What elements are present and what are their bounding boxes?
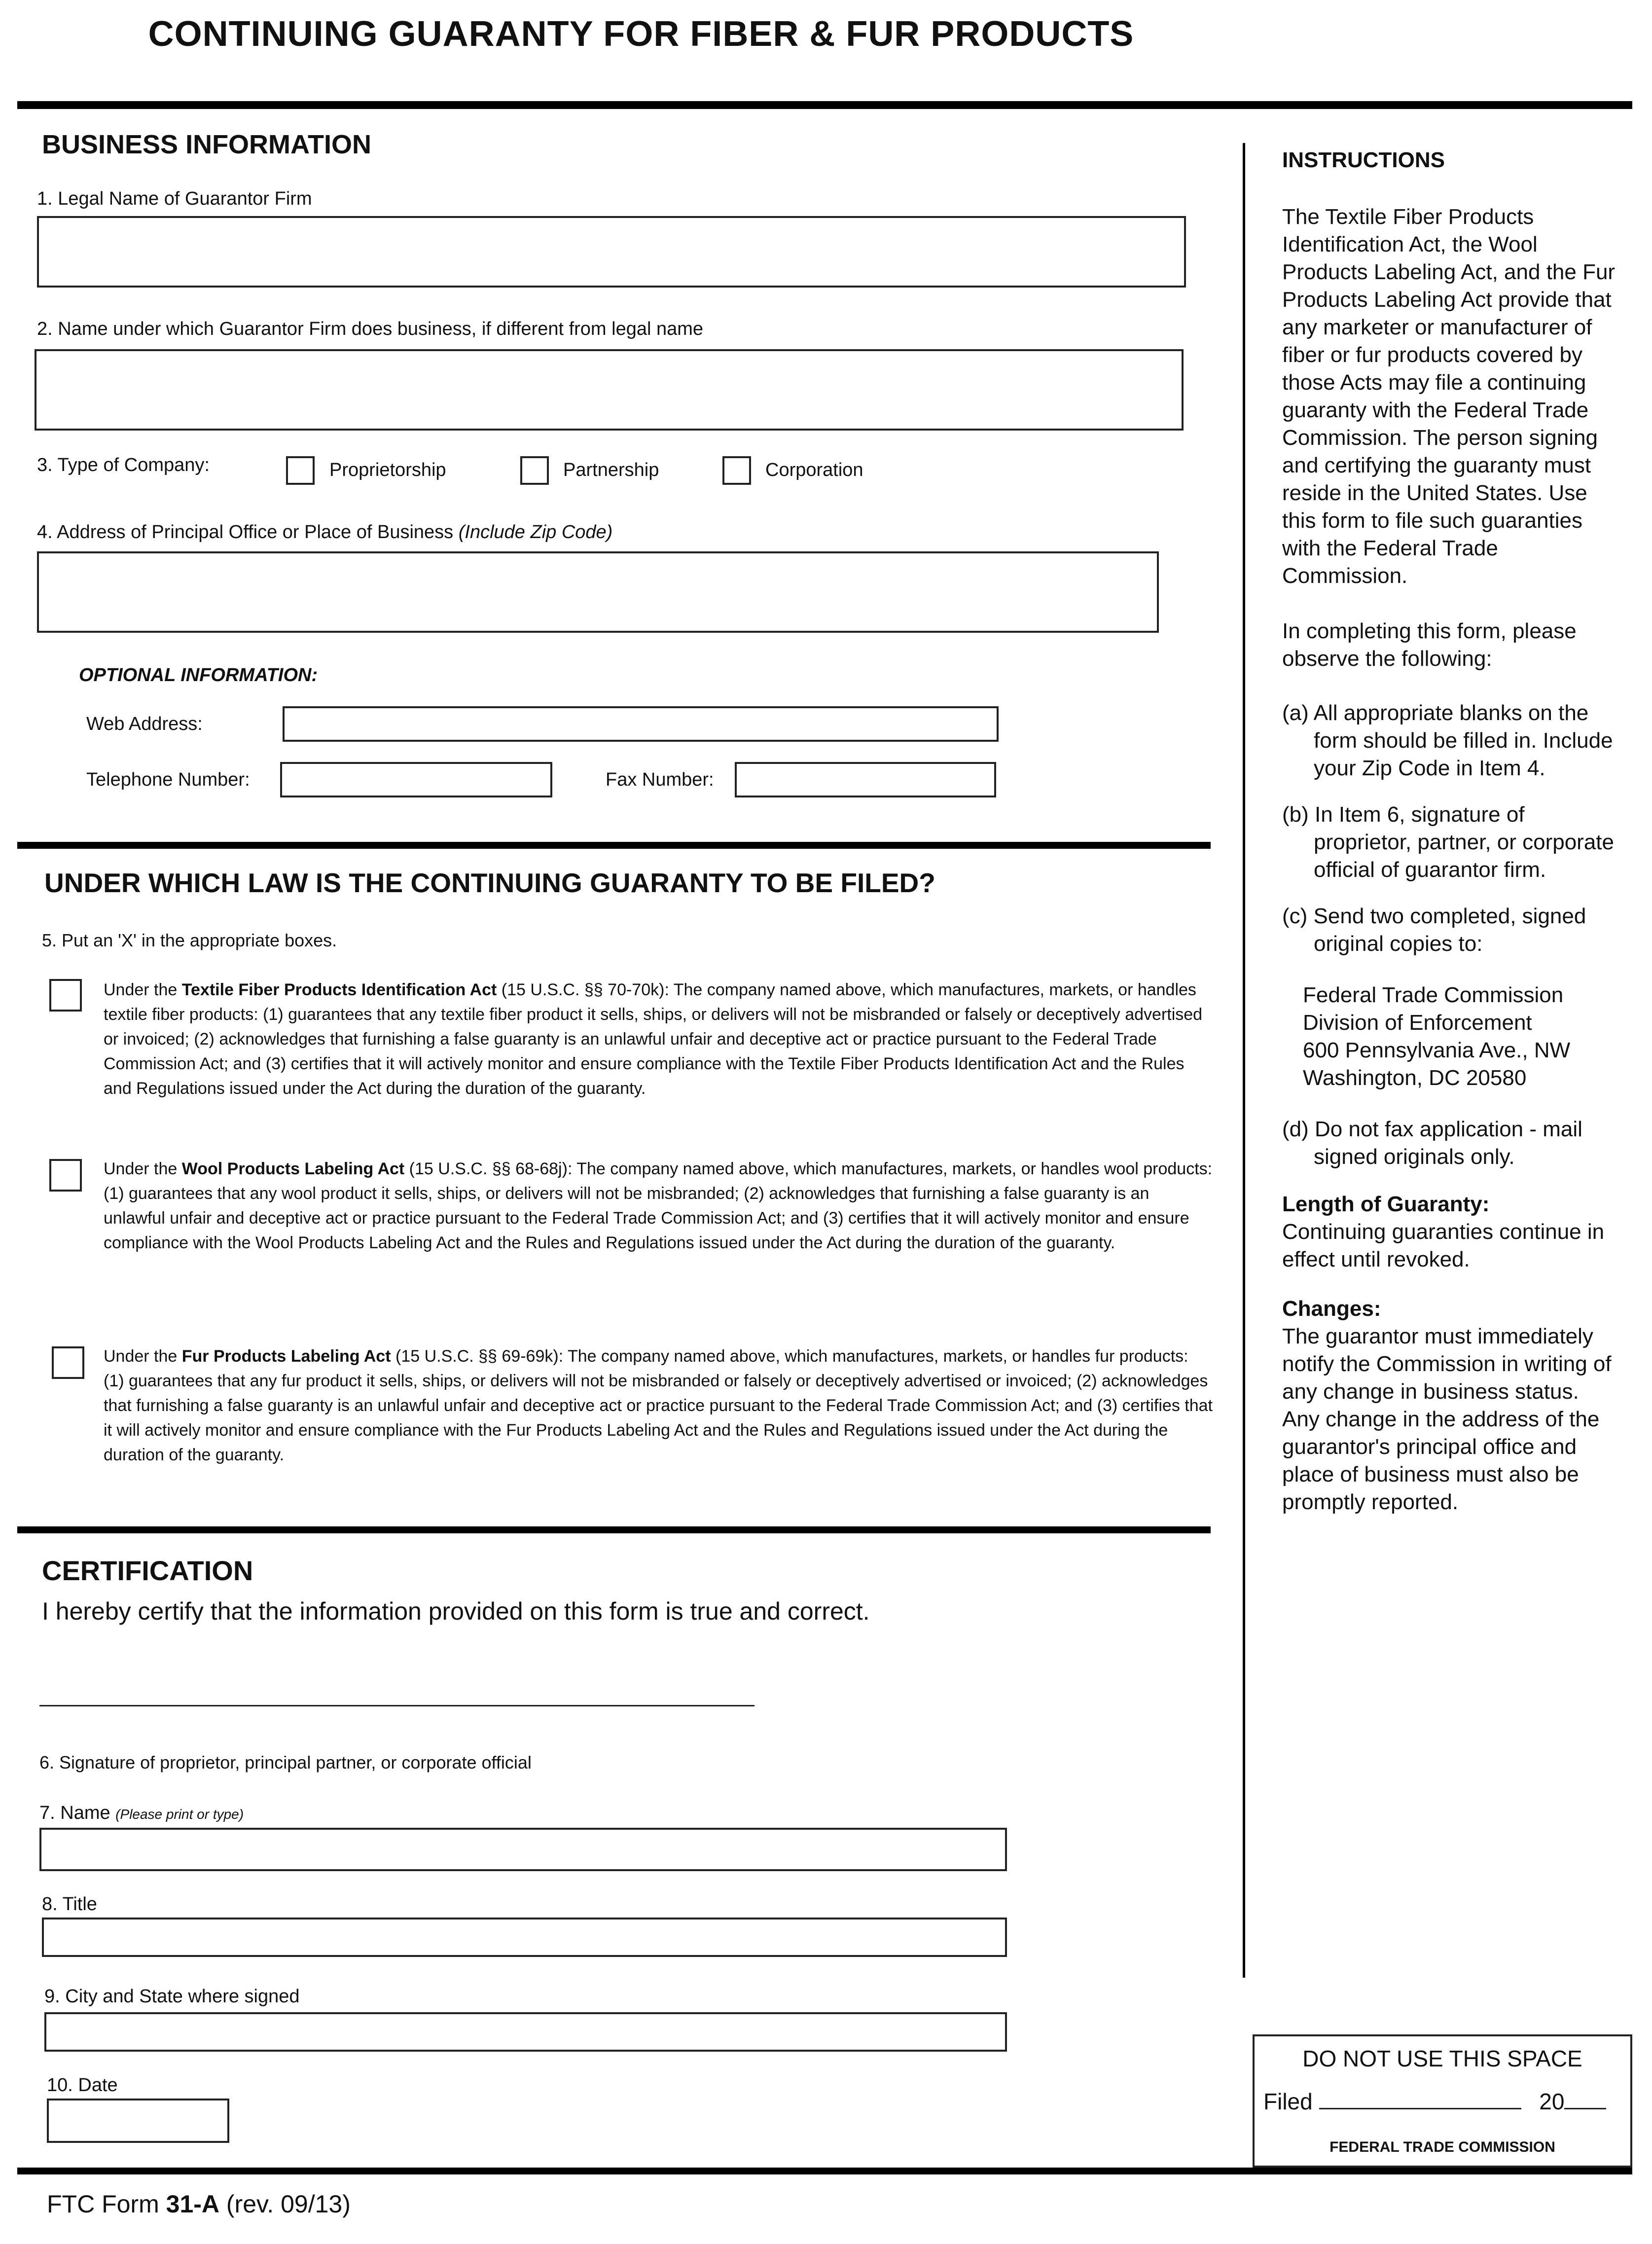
title-input[interactable] xyxy=(42,1918,1007,1957)
field7-label-text: 7. Name xyxy=(39,1803,110,1823)
fur-act-text xyxy=(104,1344,1213,1467)
fax-label: Fax Number: xyxy=(606,769,714,790)
textile-act-prefix: Under the xyxy=(104,980,182,999)
changes-heading: Changes: xyxy=(1282,1297,1381,1321)
field6-label: 6. Signature of proprietor, principal partner, or corporate official xyxy=(39,1752,532,1773)
business-heading: BUSINESS INFORMATION xyxy=(42,130,372,159)
name-input[interactable] xyxy=(39,1828,1007,1871)
filed-label: Filed xyxy=(1263,2089,1313,2114)
address-input[interactable] xyxy=(37,551,1159,633)
textile-act-body: (15 U.S.C. §§ 70-70k): The company named above, which manufactures, markets, or handles textile fiber products: (1) guarantees that any textile fiber product it sells, ships, or delivers will not be misbranded or falsely or deceptively advertised or invoiced; (2) acknowledges that furnishing a false guaranty is an unlawful unfair and deceptive act or practice pursuant to the Federal Trade Commission Act; and (3) certifies that it will actively monitor and ensure compliance with the Textile Fiber Products Identification Act and the Rules and Regulations issued under the Act during the duration of the guaranty. xyxy=(104,980,1203,1098)
legal-name-input[interactable] xyxy=(37,216,1186,288)
textile-act-checkbox[interactable] xyxy=(49,979,82,1012)
instruction-a: (a) All appropriate blanks on the form should be filled in. Include your Zip Code in Item 4. xyxy=(1282,701,1613,780)
address-line: Division of Enforcement xyxy=(1303,1011,1532,1035)
certification-rule xyxy=(17,1526,1211,1533)
wool-act-body: (15 U.S.C. §§ 68-68j): The company named above, which manufactures, markets, or handles wool products: (1) guarantees that any wool product it sells, ships, or delivers will not be misbranded; (2) acknowledges that furnishing a false guaranty is an unlawful unfair and deceptive act or practice pursuant to the Federal Trade Commission Act; and (3) certifies that it will actively monitor and ensure compliance with the Wool Products Labeling Act and the Rules and Regulations issued under the Act during the duration of the guaranty. xyxy=(104,1159,1213,1252)
law-section-rule xyxy=(17,842,1211,849)
wool-act-name: Wool Products Labeling Act xyxy=(181,1159,405,1178)
field7-label xyxy=(39,1803,244,1824)
field10-label: 10. Date xyxy=(47,2075,118,2096)
field2-label: 2. Name under which Guarantor Firm does business, if different from legal name xyxy=(37,319,704,339)
instruction-d: (d) Do not fax application - mail signed originals only. xyxy=(1282,1117,1582,1169)
corporation-label: Corporation xyxy=(765,460,863,480)
length-text: Continuing guaranties continue in effect until revoked. xyxy=(1282,1220,1605,1271)
fur-act-body: (15 U.S.C. §§ 69-69k): The company named above, which manufactures, markets, or handles fur products: (1) guarantees that any fur product it sells, ships, or delivers will not be misbranded or falsely or deceptively advertised or invoiced; (2) acknowledges that furnishing a false guaranty is an unlawful unfair and deceptive act or practice pursuant to the Federal Trade Commission Act; and (3) certifies that it will actively monitor and ensure compliance with the Fur Products Labeling Act and the Rules and Regulations issued under the Act during the duration of the guaranty. xyxy=(104,1347,1213,1464)
certification-statement: I hereby certify that the information provided on this form is true and correct. xyxy=(42,1597,870,1625)
instructions-completing: In completing this form, please observe the following: xyxy=(1282,619,1577,671)
web-address-input[interactable] xyxy=(283,706,999,742)
field4-hint: (Include Zip Code) xyxy=(458,522,613,543)
web-label: Web Address: xyxy=(86,714,203,734)
corporation-checkbox[interactable] xyxy=(722,456,751,485)
filed-year-label: 20 xyxy=(1539,2089,1565,2114)
instructions-heading: INSTRUCTIONS xyxy=(1282,148,1445,172)
instructions-panel xyxy=(1282,148,1617,1516)
bottom-rule xyxy=(17,2168,1632,2174)
textile-act-text xyxy=(104,977,1213,1101)
proprietorship-checkbox[interactable] xyxy=(286,456,315,485)
date-input[interactable] xyxy=(47,2099,229,2143)
field1-label: 1. Legal Name of Guarantor Firm xyxy=(37,188,312,209)
field4-label-text: 4. Address of Principal Office or Place of Business xyxy=(37,522,454,543)
fur-act-prefix: Under the xyxy=(104,1347,182,1366)
wool-act-prefix: Under the xyxy=(104,1159,182,1178)
telephone-input[interactable] xyxy=(280,762,552,797)
law-instruction: 5. Put an 'X' in the appropriate boxes. xyxy=(42,930,337,950)
law-heading: UNDER WHICH LAW IS THE CONTINUING GUARANTY TO BE FILED? xyxy=(44,868,935,898)
partnership-label: Partnership xyxy=(563,460,659,480)
office-use-agency: FEDERAL TRADE COMMISSION xyxy=(1329,2139,1555,2155)
length-heading: Length of Guaranty: xyxy=(1282,1192,1490,1216)
form-revision: (rev. 09/13) xyxy=(219,2190,351,2218)
column-divider xyxy=(1243,143,1245,1978)
textile-act-name: Textile Fiber Products Identification Act xyxy=(181,980,497,999)
fur-act-name: Fur Products Labeling Act xyxy=(181,1347,391,1366)
optional-heading: OPTIONAL INFORMATION: xyxy=(79,665,318,686)
filed-year-line[interactable] xyxy=(1564,2088,1606,2109)
office-use-box xyxy=(1253,2034,1632,2168)
wool-act-text xyxy=(104,1157,1213,1255)
wool-act-checkbox[interactable] xyxy=(49,1159,82,1192)
phone-label: Telephone Number: xyxy=(86,769,250,790)
partnership-checkbox[interactable] xyxy=(520,456,549,485)
form-number xyxy=(47,2190,351,2218)
office-use-heading: DO NOT USE THIS SPACE xyxy=(1302,2046,1582,2071)
field3-label: 3. Type of Company: xyxy=(37,455,210,475)
changes-text: The guarantor must immediately notify the Commission in writing of any change in business status. Any change in the address of the guarantor's principal office and place of business must also be promptly reported. xyxy=(1282,1324,1612,1514)
field7-hint: (Please print or type) xyxy=(115,1807,244,1822)
field9-label: 9. City and State where signed xyxy=(44,1986,300,2007)
form-title: CONTINUING GUARANTY FOR FIBER & FUR PRODUCTS xyxy=(148,14,1134,54)
proprietorship-label: Proprietorship xyxy=(329,460,446,480)
signature-line[interactable] xyxy=(39,1704,754,1706)
top-rule xyxy=(17,101,1632,109)
form-prefix: FTC Form xyxy=(47,2190,166,2218)
dba-name-input[interactable] xyxy=(35,349,1184,431)
instruction-b: (b) In Item 6, signature of proprietor, partner, or corporate official of guarantor firm. xyxy=(1282,802,1614,882)
city-state-input[interactable] xyxy=(44,2012,1007,2052)
fax-input[interactable] xyxy=(735,762,996,797)
fur-act-checkbox[interactable] xyxy=(52,1346,84,1379)
address-line: Federal Trade Commission xyxy=(1303,983,1564,1007)
field8-label: 8. Title xyxy=(42,1894,97,1915)
filed-row xyxy=(1263,2088,1606,2115)
instructions-intro: The Textile Fiber Products Identification Act, the Wool Products Labeling Act, and the Fur Products Labeling Act provide that any marketer or manufacturer of fiber or fur products covered by those Acts may file a continuing guaranty with the Federal Trade Commission. The person signing and certifying the guaranty must reside in the United States. Use this form to file such guaranties with the Federal Trade Commission. xyxy=(1282,205,1616,588)
address-line: 600 Pennsylvania Ave., NW xyxy=(1303,1038,1571,1062)
instruction-c: (c) Send two completed, signed original copies to: xyxy=(1282,904,1586,956)
certification-heading: CERTIFICATION xyxy=(42,1555,253,1586)
field4-label xyxy=(37,522,612,543)
ftc-mailing-address xyxy=(1282,981,1617,1092)
form-code: 31-A xyxy=(166,2190,220,2218)
filed-date-line[interactable] xyxy=(1319,2088,1521,2109)
address-line: Washington, DC 20580 xyxy=(1303,1066,1527,1090)
